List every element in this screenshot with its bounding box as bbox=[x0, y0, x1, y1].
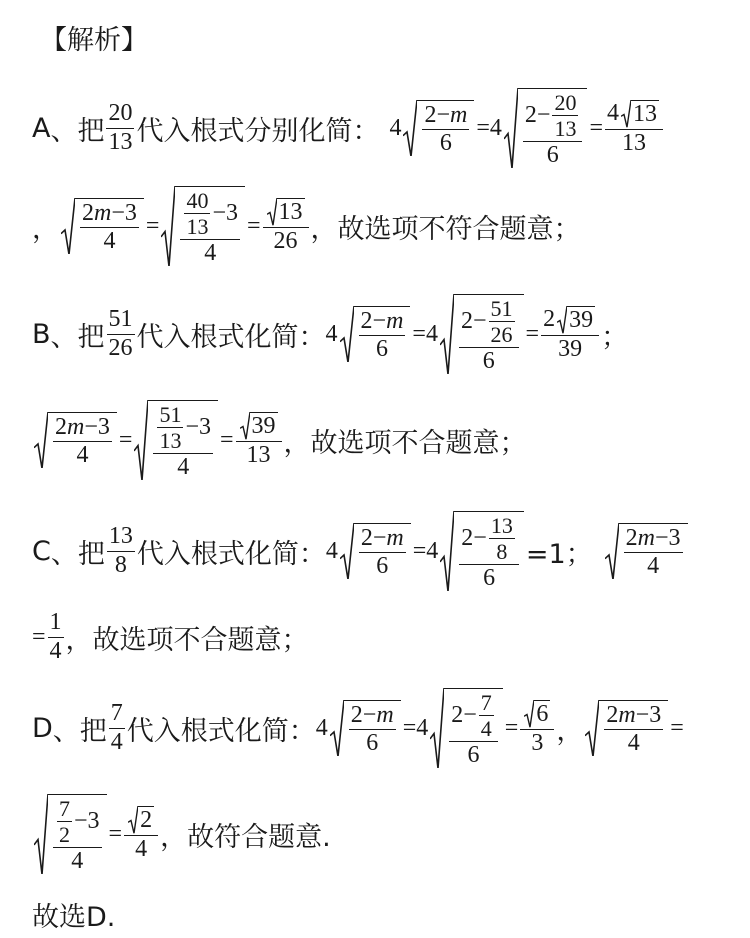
option-b-semi: ； bbox=[601, 321, 629, 353]
option-a-expr2-inner-den: 13 bbox=[554, 115, 577, 141]
option-a-expr3-top: 2 bbox=[82, 199, 94, 226]
option-d-expr1-minus: − bbox=[362, 701, 377, 728]
option-a-value-den: 13 bbox=[108, 128, 133, 155]
option-b-eq-2: = bbox=[525, 320, 540, 347]
option-b-expr2-inner-num: 51 bbox=[490, 295, 513, 321]
option-b-expr3-rest: −3 bbox=[84, 413, 110, 440]
option-a-label: A bbox=[32, 112, 51, 144]
option-d-line-1 bbox=[32, 676, 684, 780]
option-d-line-2 bbox=[32, 782, 331, 886]
option-d-value-den: 4 bbox=[110, 728, 123, 755]
option-b-eq-4: = bbox=[219, 426, 234, 453]
option-b-res2-radical bbox=[240, 412, 278, 439]
option-a-eq-2: = bbox=[589, 114, 604, 141]
option-b-coef2: 4 bbox=[425, 320, 438, 347]
option-d-expr2-inner-num: 7 bbox=[480, 689, 492, 715]
option-b-expr4-tail: −3 bbox=[185, 413, 211, 440]
final-answer-line bbox=[32, 895, 115, 934]
option-d-coef2: 4 bbox=[416, 714, 429, 741]
option-d-expr3-den: 4 bbox=[627, 730, 640, 756]
option-d-expr4-radical bbox=[34, 794, 107, 874]
option-b-value-num: 51 bbox=[108, 306, 133, 333]
option-c-expr1-radical bbox=[340, 523, 411, 579]
option-d-expr2-lead: 2− bbox=[451, 701, 477, 728]
option-c-expr2-inner bbox=[489, 514, 515, 563]
option-d-expr1-var: m bbox=[376, 701, 394, 728]
option-d-expr2 bbox=[449, 691, 498, 768]
option-c-expr3-den: 4 bbox=[647, 553, 660, 579]
option-c-expr3-var: m bbox=[637, 524, 655, 551]
option-b-expr1-num-left: 2 bbox=[360, 307, 373, 334]
option-c-conclusion: ，故选项不合题意； bbox=[65, 624, 309, 656]
option-d-expr4-tail: −3 bbox=[74, 807, 100, 834]
option-b-res1-coef: 2 bbox=[543, 306, 556, 333]
option-a-eq-3: = bbox=[145, 212, 160, 239]
option-b-expr2 bbox=[459, 297, 519, 374]
option-a-res1 bbox=[605, 100, 663, 155]
option-d-expr3-rest: −3 bbox=[635, 701, 662, 728]
option-b-expr1 bbox=[359, 309, 406, 362]
option-a-eq-1: = bbox=[476, 114, 490, 141]
option-b-expr4 bbox=[153, 403, 213, 480]
option-b-line-1 bbox=[32, 285, 628, 383]
option-a-expr2-inner-num: 20 bbox=[554, 89, 577, 115]
option-d-res2-radicand: 2 bbox=[140, 807, 153, 834]
option-d-expr2-radical bbox=[430, 688, 503, 768]
option-c-expr3-top: 2 bbox=[625, 524, 638, 551]
option-a-res1-radical bbox=[621, 100, 659, 127]
option-d-conclusion: ，故符合题意. bbox=[160, 821, 331, 853]
final-answer: 故选D. bbox=[32, 902, 116, 933]
option-a-line-1 bbox=[32, 78, 665, 178]
option-b-prefix: 把 bbox=[77, 321, 105, 353]
option-d-expr4-inner-num: 7 bbox=[59, 795, 70, 821]
option-a-expr4-tail: −3 bbox=[212, 199, 238, 226]
option-c-line-1 bbox=[32, 500, 690, 602]
option-a-expr2 bbox=[523, 91, 583, 168]
option-a-expr1-den: 6 bbox=[439, 130, 452, 156]
option-a-res1-radicand: 13 bbox=[633, 101, 658, 128]
option-d-prefix: 把 bbox=[79, 715, 107, 747]
option-c-expr1 bbox=[359, 526, 406, 579]
option-a-res2-radicand: 13 bbox=[278, 199, 303, 226]
option-a-expr4-radical bbox=[161, 186, 245, 266]
option-a-expr1-radical bbox=[403, 100, 474, 156]
option-d-coef: 4 bbox=[315, 714, 328, 741]
option-a-res1-den: 13 bbox=[622, 129, 647, 156]
option-d-desc: 代入根式化简： bbox=[126, 715, 316, 747]
option-d-comma: ， bbox=[556, 715, 584, 747]
option-a-expr4-inner-num: 40 bbox=[186, 187, 209, 213]
option-c-res2 bbox=[48, 610, 64, 663]
option-d-expr2-inner-den: 4 bbox=[480, 715, 492, 741]
option-d-res2-radical bbox=[128, 806, 154, 833]
option-d-expr3 bbox=[604, 703, 663, 756]
option-a-expr1-var: m bbox=[450, 101, 468, 128]
option-b-res2-radicand: 39 bbox=[251, 413, 276, 440]
option-d-res1 bbox=[520, 700, 554, 755]
option-b-expr2-lead: 2− bbox=[460, 307, 487, 334]
option-a-expr1-num-left: 2 bbox=[424, 101, 437, 128]
option-b-res1-radical bbox=[557, 306, 595, 333]
option-c-line-2 bbox=[32, 605, 309, 669]
option-c-expr3-rest: −3 bbox=[655, 524, 681, 551]
heading bbox=[40, 18, 148, 57]
option-b-expr1-radical bbox=[340, 306, 411, 362]
option-d-expr4-inner-den: 2 bbox=[59, 821, 70, 847]
option-a-eq-4: = bbox=[246, 212, 261, 239]
option-a-coef2: 4 bbox=[489, 114, 502, 141]
option-b-expr1-den: 6 bbox=[375, 336, 388, 362]
option-a-res2-radical bbox=[267, 198, 305, 225]
option-d-expr3-top: 2 bbox=[606, 701, 619, 728]
option-c-expr2-radical bbox=[440, 511, 524, 591]
option-c-expr1-minus: − bbox=[372, 524, 387, 551]
option-b-desc: 代入根式化简： bbox=[136, 321, 326, 353]
option-a-expr4-inner bbox=[184, 189, 210, 238]
option-d-expr4-inner bbox=[57, 797, 72, 846]
option-a-expr4-den: 4 bbox=[204, 240, 217, 266]
option-a-desc: 代入根式分别化简： bbox=[136, 115, 380, 147]
option-c-res1: =1； bbox=[525, 538, 593, 570]
option-b-expr4-inner-den: 13 bbox=[159, 427, 182, 453]
option-d-eq-2: = bbox=[504, 714, 519, 741]
option-d-expr3-radical bbox=[585, 700, 668, 756]
option-c-res2-num: 1 bbox=[49, 609, 62, 636]
option-d-res1-radical bbox=[524, 700, 550, 727]
option-d-expr2-inner bbox=[479, 691, 494, 740]
option-a-expr4 bbox=[180, 189, 240, 266]
option-a-expr3-den: 4 bbox=[103, 228, 116, 254]
option-a-expr3 bbox=[80, 201, 139, 254]
option-d-expr3-var: m bbox=[618, 701, 636, 728]
option-d-res2 bbox=[124, 806, 158, 861]
option-a-expr4-inner-den: 13 bbox=[186, 213, 209, 239]
option-a-expr3-var: m bbox=[94, 199, 112, 226]
option-b-expr3-radical bbox=[34, 412, 117, 468]
option-c-expr3-radical bbox=[605, 523, 688, 579]
option-c-prefix: 把 bbox=[77, 538, 105, 570]
option-b-expr3 bbox=[53, 415, 112, 468]
option-b-res2-den: 13 bbox=[246, 441, 271, 468]
option-b-expr3-var: m bbox=[67, 413, 85, 440]
option-b-expr1-minus: − bbox=[372, 307, 387, 334]
option-a-expr1 bbox=[422, 103, 469, 156]
option-a-sep: 、 bbox=[50, 115, 78, 147]
option-b-expr4-inner-num: 51 bbox=[159, 401, 182, 427]
option-c-coef: 4 bbox=[325, 537, 338, 564]
option-b-expr4-radical bbox=[134, 400, 218, 480]
option-c-coef2: 4 bbox=[426, 537, 439, 564]
option-c-sep: 、 bbox=[50, 538, 78, 570]
option-d-res1-den: 3 bbox=[531, 729, 544, 756]
option-b-sep: 、 bbox=[50, 321, 78, 353]
option-c-expr3 bbox=[624, 526, 683, 579]
option-a-res1-coef: 4 bbox=[607, 100, 620, 127]
option-b-expr2-den: 6 bbox=[482, 348, 495, 374]
option-d-expr1-radical bbox=[330, 700, 401, 756]
option-b-res1-den: 39 bbox=[558, 335, 583, 362]
option-b-expr2-inner bbox=[489, 297, 515, 346]
option-b-expr3-den: 4 bbox=[76, 442, 89, 468]
option-a-res2-den: 26 bbox=[273, 227, 298, 254]
option-b-expr1-var: m bbox=[386, 307, 404, 334]
option-b-conclusion: ，故选项不合题意； bbox=[283, 427, 527, 459]
option-d-expr1-den: 6 bbox=[366, 730, 379, 756]
option-b-value-den: 26 bbox=[108, 334, 133, 361]
option-a-value-num: 20 bbox=[108, 100, 133, 127]
option-b-eq-3: = bbox=[118, 426, 133, 453]
option-b-expr2-inner-den: 26 bbox=[490, 321, 513, 347]
option-d-res1-radicand: 6 bbox=[536, 701, 549, 728]
option-d-eq-3: = bbox=[670, 714, 684, 741]
option-d-value bbox=[109, 701, 125, 754]
option-c-value-num: 13 bbox=[108, 523, 133, 550]
option-a-expr1-minus: − bbox=[436, 101, 451, 128]
option-a-res2 bbox=[263, 198, 309, 253]
option-d-expr4 bbox=[53, 797, 102, 874]
option-b-expr3-top: 2 bbox=[55, 413, 67, 440]
option-a-coef: 4 bbox=[389, 114, 402, 141]
option-a-lead-comma: ， bbox=[32, 213, 59, 245]
option-a-prefix: 把 bbox=[77, 115, 105, 147]
option-c-value-den: 8 bbox=[114, 551, 127, 578]
option-c-expr2-lead: 2− bbox=[461, 524, 487, 551]
option-d-sep: 、 bbox=[52, 715, 80, 747]
option-a-expr3-radical bbox=[61, 198, 144, 254]
option-c-desc: 代入根式化简： bbox=[136, 538, 326, 570]
option-c-value bbox=[107, 524, 135, 577]
option-a-expr2-den: 6 bbox=[546, 142, 559, 168]
option-c-expr2-den: 6 bbox=[483, 565, 496, 591]
option-b-expr4-den: 4 bbox=[177, 454, 190, 480]
option-d-value-num: 7 bbox=[110, 700, 123, 727]
option-d-expr4-den: 4 bbox=[71, 848, 84, 874]
option-d-label: D bbox=[32, 712, 53, 744]
option-c-expr1-num-left: 2 bbox=[360, 524, 373, 551]
option-c-eq-1: = bbox=[412, 537, 427, 564]
option-a-expr2-lead: 2− bbox=[524, 101, 551, 128]
option-b-line-2 bbox=[32, 388, 527, 492]
option-c-expr1-den: 6 bbox=[376, 553, 389, 579]
option-c-expr1-var: m bbox=[386, 524, 404, 551]
option-a-value bbox=[106, 101, 134, 154]
option-d-expr2-den: 6 bbox=[467, 742, 480, 768]
option-b-expr4-inner bbox=[157, 403, 183, 452]
option-b-res2 bbox=[236, 412, 282, 467]
option-c-res2-den: 4 bbox=[49, 637, 62, 664]
option-b-expr2-radical bbox=[440, 294, 524, 374]
option-a-expr3-rest: −3 bbox=[111, 199, 137, 226]
option-d-expr1-num-left: 2 bbox=[350, 701, 363, 728]
option-a-line-2 bbox=[32, 175, 581, 277]
option-b-res1 bbox=[541, 306, 599, 361]
option-d-eq-1: = bbox=[402, 714, 417, 741]
option-d-res2-den: 4 bbox=[135, 835, 148, 862]
option-b-eq-1: = bbox=[412, 320, 426, 347]
option-a-expr2-inner bbox=[552, 91, 578, 140]
option-b-value bbox=[107, 307, 135, 360]
option-c-expr2-inner-den: 8 bbox=[496, 538, 508, 564]
option-a-conclusion: ，故选项不符合题意； bbox=[310, 213, 581, 245]
option-b-coef: 4 bbox=[325, 320, 338, 347]
option-c-eq-2: = bbox=[32, 623, 46, 650]
option-d-eq-4: = bbox=[108, 820, 123, 847]
option-c-expr2-inner-num: 13 bbox=[490, 512, 513, 538]
heading-text: 【解析】 bbox=[40, 25, 148, 56]
option-a-expr2-radical bbox=[504, 88, 588, 168]
option-d-expr1 bbox=[349, 703, 396, 756]
option-c-expr2 bbox=[459, 514, 519, 591]
option-c-label: C bbox=[32, 535, 51, 567]
option-b-res1-radicand: 39 bbox=[569, 307, 594, 334]
option-b-label: B bbox=[32, 318, 51, 350]
